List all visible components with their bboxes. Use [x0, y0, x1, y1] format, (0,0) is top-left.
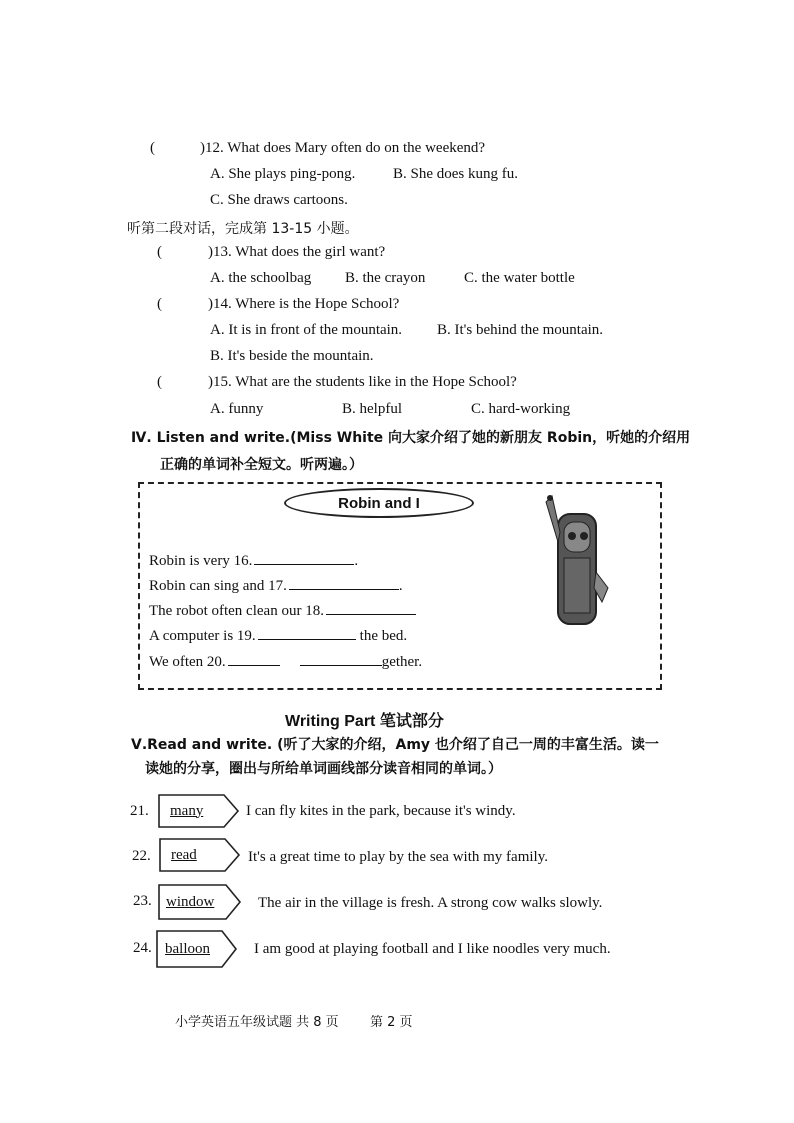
q14-stem: )14. Where is the Hope School? — [208, 296, 400, 312]
q15-option-a: A. funny — [210, 401, 264, 417]
line-16: Robin is very 16. . — [149, 550, 358, 570]
q15-option-b: B. helpful — [342, 401, 402, 417]
q14-option-b: B. It's behind the mountain. — [437, 322, 604, 338]
blank-20b[interactable] — [300, 651, 382, 666]
q13-stem: )13. What does the girl want? — [208, 244, 386, 260]
q12-paren: ( — [150, 140, 155, 156]
section4-heading-line2: 正确的单词补全短文。听两遍。） — [160, 457, 363, 473]
item-24-tag: balloon — [156, 930, 238, 968]
q13-option-a: A. the schoolbag — [210, 270, 312, 286]
blank-16[interactable] — [254, 550, 354, 565]
blank-19[interactable] — [258, 625, 356, 640]
blank-20a[interactable] — [228, 651, 280, 666]
item-22-sentence[interactable]: It's a great time to play by the sea with my family. — [248, 849, 548, 865]
q12-option-b: B. She does kung fu. — [393, 166, 518, 182]
blank-17[interactable] — [289, 575, 399, 590]
section5-heading-line1: Ⅴ.Read and write. (听了大家的介绍，Amy 也介绍了自己一周的丰富生活。读一 — [131, 737, 659, 753]
line-19: A computer is 19. the bed. — [149, 625, 407, 645]
footer-page-number: 第 2 页 — [370, 1015, 413, 1030]
q13-option-b: B. the crayon — [345, 270, 426, 286]
item-23-sentence[interactable]: The air in the village is fresh. A strong cow walks slowly. — [258, 895, 603, 911]
q14-option-c: B. It's beside the mountain. — [210, 348, 374, 364]
box-title: Robin and I — [284, 488, 474, 518]
q13-paren: ( — [157, 244, 162, 260]
q12-stem: )12. What does Mary often do on the weekend? — [200, 140, 486, 156]
blank-18[interactable] — [326, 600, 416, 615]
q15-stem: )15. What are the students like in the Hope School? — [208, 374, 517, 390]
line-20: We often 20. gether. — [149, 651, 422, 671]
dialogue2-instruction: 听第二段对话，完成第 13-15 小题。 — [127, 221, 359, 237]
line-17: Robin can sing and 17. . — [149, 575, 403, 595]
q14-option-a: A. It is in front of the mountain. — [210, 322, 403, 338]
item-21-tag: many — [158, 794, 240, 828]
line-18: The robot often clean our 18. — [149, 600, 416, 620]
section5-heading-line2: 读她的分享，圈出与所给单词画线部分读音相同的单词。） — [145, 761, 502, 777]
q15-option-c: C. hard-working — [471, 401, 571, 417]
item-24-sentence[interactable]: I am good at playing football and I like noodles very much. — [254, 941, 611, 957]
writing-part-title: Writing Part 笔试部分 — [285, 713, 444, 730]
item-21-sentence[interactable]: I can fly kites in the park, because it's windy. — [246, 803, 516, 819]
q15-paren: ( — [157, 374, 162, 390]
q12-option-a: A. She plays ping-pong. — [210, 166, 356, 182]
robot-illustration — [536, 492, 616, 634]
item-24-number: 24. — [133, 940, 152, 956]
item-21-number: 21. — [130, 803, 149, 819]
footer-total-pages: 小学英语五年级试题 共 8 页 — [175, 1015, 339, 1030]
q13-option-c: C. the water bottle — [464, 270, 575, 286]
item-23-tag: window — [158, 884, 242, 920]
q14-paren: ( — [157, 296, 162, 312]
item-22-tag: read — [159, 838, 241, 872]
section4-heading-line1: Ⅳ. Listen and write.(Miss White 向大家介绍了她的新朋友 Robin，听她的介绍用 — [131, 430, 691, 446]
item-23-number: 23. — [133, 893, 152, 909]
item-22-number: 22. — [132, 848, 151, 864]
q12-option-c: C. She draws cartoons. — [210, 192, 348, 208]
